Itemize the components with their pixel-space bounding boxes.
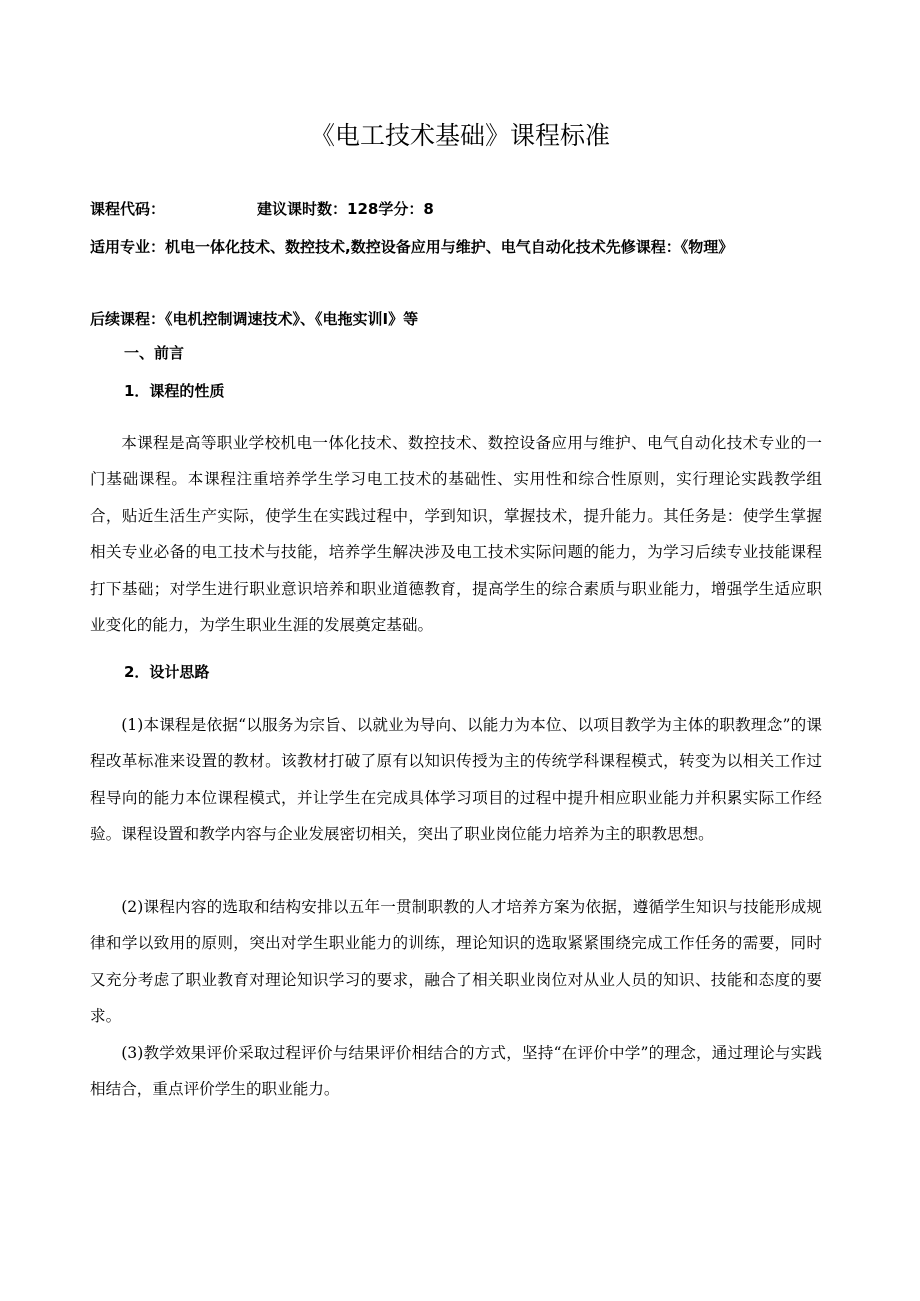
- applicable-majors: 适用专业：机电一体化技术、数控技术,数控设备应用与维护、电气自动化技术先修课程：《物理》: [90, 238, 734, 256]
- subsection-heading-nature: 1．课程的性质: [124, 382, 225, 400]
- course-code-label: 课程代码：: [90, 200, 166, 218]
- hours-credits: 建议课时数：128学分：8: [257, 200, 434, 218]
- subsequent-courses: 后续课程：《电机控制调速技术》、《电拖实训I》等: [90, 310, 419, 328]
- section-heading-preface: 一、前言: [124, 344, 185, 362]
- paragraph-design-2: (2)课程内容的选取和结构安排以五年一贯制职教的人才培养方案为依据，遵循学生知识与技能形成规律和学以致用的原则，突出对学生职业能力的训练，理论知识的选取紧紧围绕完成工作任务的需要，同时又充分考虑了职业教育对理论知识学习的要求，融合了相关职业岗位对从业人员的知识、技能和态度的要求。: [90, 898, 822, 1026]
- course-code-line: [90, 191, 870, 227]
- paragraph-course-nature: 本课程是高等职业学校机电一体化技术、数控技术、数控设备应用与维护、电气自动化技术专业的一门基础课程。本课程注重培养学生学习电工技术的基础性、实用性和综合性原则，实行理论实践教学组合，贴近生活生产实际，使学生在实践过程中，学到知识，掌握技术，提升能力。其任务是：使学生掌握相关专业必备的电工技术与技能，培养学生解决涉及电工技术实际问题的能力，为学习后续专业技能课程打下基础；对学生进行职业意识培养和职业道德教育，提高学生的综合素质与职业能力，增强学生适应职业变化的能力，为学生职业生涯的发展奠定基础。: [90, 434, 822, 635]
- paragraph-design-1: (1)本课程是依据“以服务为宗旨、以就业为导向、以能力为本位、以项目教学为主体的职教理念”的课程改革标准来设置的教材。该教材打破了原有以知识传授为主的传统学科课程模式，转变为以相关工作过程导向的能力本位课程模式，并让学生在完成具体学习项目的过程中提升相应职业能力并积累实际工作经验。课程设置和教学内容与企业发展密切相关，突出了职业岗位能力培养为主的职教思想。: [90, 716, 822, 844]
- subsection-heading-design: 2．设计思路: [124, 663, 210, 681]
- paragraph-design-3: (3)教学效果评价采取过程评价与结果评价相结合的方式，坚持“在评价中学”的理念，通过理论与实践相结合，重点评价学生的职业能力。: [90, 1044, 822, 1099]
- document-title: 《电工技术基础》课程标准: [309, 121, 610, 150]
